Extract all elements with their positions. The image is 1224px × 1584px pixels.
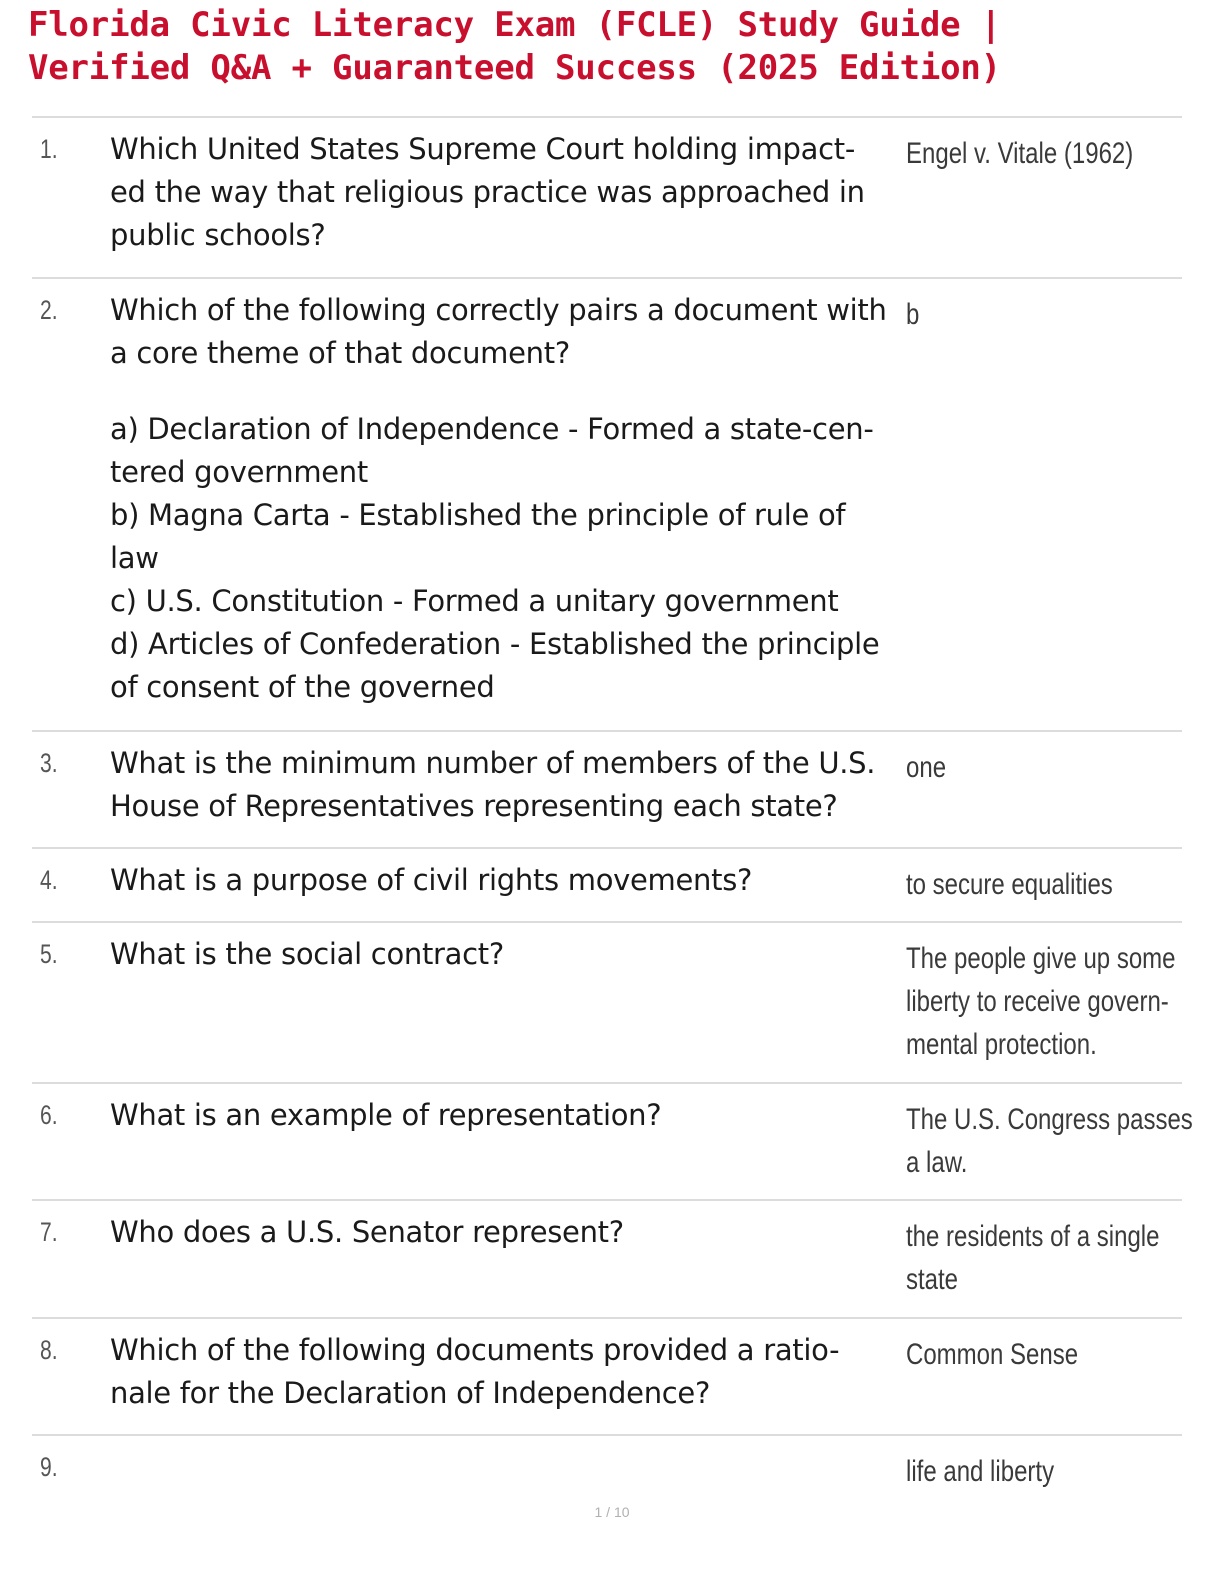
option-line: a) Declaration of Independence - Formed a state-cen- [110,412,874,446]
qa-row-2 [32,279,1182,732]
qa-row-6 [32,1084,1193,1201]
question-text [110,128,900,257]
answer-text [906,1215,1160,1301]
question-line: public schools? [110,218,326,252]
question-line: What is the social contract? [110,937,504,971]
question-text [110,742,900,828]
question-text [110,1211,900,1254]
question-number: 9. [40,1452,58,1482]
question-number: 5. [40,939,58,969]
option-line: d) Articles of Confederation - Established the principle [110,627,880,661]
answer-text [906,863,1146,906]
answer-line: b [906,298,920,331]
question-text [110,859,900,902]
answer-line: mental protection. [906,1028,1097,1061]
answer-line: the residents of a single [906,1220,1160,1253]
answer-text [906,1098,1193,1184]
answer-text [906,937,1176,1066]
title-line-1: Florida Civic Literacy Exam (FCLE) Study Guide | [28,5,1001,45]
question-line: Which of the following correctly pairs a document with [110,293,887,327]
answer-line: to secure equalities [906,868,1113,901]
question-number: 4. [40,865,58,895]
answer-line: The U.S. Congress passes [906,1103,1193,1136]
answer-line: liberty to receive govern- [906,985,1169,1018]
page-number: 1 / 10 [594,1504,630,1520]
document-title [28,4,1208,90]
question-number: 1. [40,134,58,164]
question-number: 6. [40,1100,58,1130]
question-number: 8. [40,1335,58,1365]
answer-line: life and liberty [906,1455,1055,1488]
qa-row-3 [32,732,1182,849]
qa-row-8 [32,1319,1182,1436]
qa-row-1 [32,118,1182,279]
question-text [110,1329,900,1415]
question-line: What is an example of representation? [110,1098,662,1132]
question-line: What is a purpose of civil rights movements? [110,863,753,897]
qa-table [32,116,1193,1506]
option-line: of consent of the governed [110,670,495,704]
question-line: Who does a U.S. Senator represent? [110,1215,624,1249]
question-line: nale for the Declaration of Independence? [110,1376,711,1410]
question-text [110,1094,900,1137]
question-text [110,933,900,976]
qa-row-5 [32,923,1182,1084]
answer-line: a law. [906,1146,968,1179]
option-line: b) Magna Carta - Established the principle of rule of [110,498,846,532]
qa-row-4 [32,849,1182,923]
question-line: Which of the following documents provided a ratio- [110,1333,840,1367]
answer-text [906,746,1146,789]
qa-row-9 [32,1436,1182,1506]
question-number: 2. [40,295,58,325]
answer-line: Common Sense [906,1338,1079,1371]
qa-row-7 [32,1201,1182,1319]
answer-line: one [906,751,947,784]
answer-text [906,1333,1146,1376]
answer-line: Engel v. Vitale (1962) [906,137,1134,170]
option-line: c) U.S. Constitution - Formed a unitary government [110,584,839,618]
answer-line: state [906,1263,959,1296]
answer-line: The people give up some [906,942,1176,975]
answer-text [906,293,1146,336]
question-line: House of Representatives representing each state? [110,789,838,823]
option-line: law [110,541,159,575]
question-line: ed the way that religious practice was approached in [110,175,865,209]
option-line: tered government [110,455,368,489]
paragraph-gap [110,375,900,408]
question-line: a core theme of that document? [110,336,570,370]
question-number: 7. [40,1217,58,1247]
question-number: 3. [40,748,58,778]
title-line-2: Verified Q&A + Guaranteed Success (2025 Edition) [28,48,1001,88]
answer-text [906,1450,1146,1493]
question-text [110,289,900,709]
answer-text [906,132,1146,175]
question-line: Which United States Supreme Court holding impact- [110,132,855,166]
question-line: What is the minimum number of members of the U.S. [110,746,876,780]
